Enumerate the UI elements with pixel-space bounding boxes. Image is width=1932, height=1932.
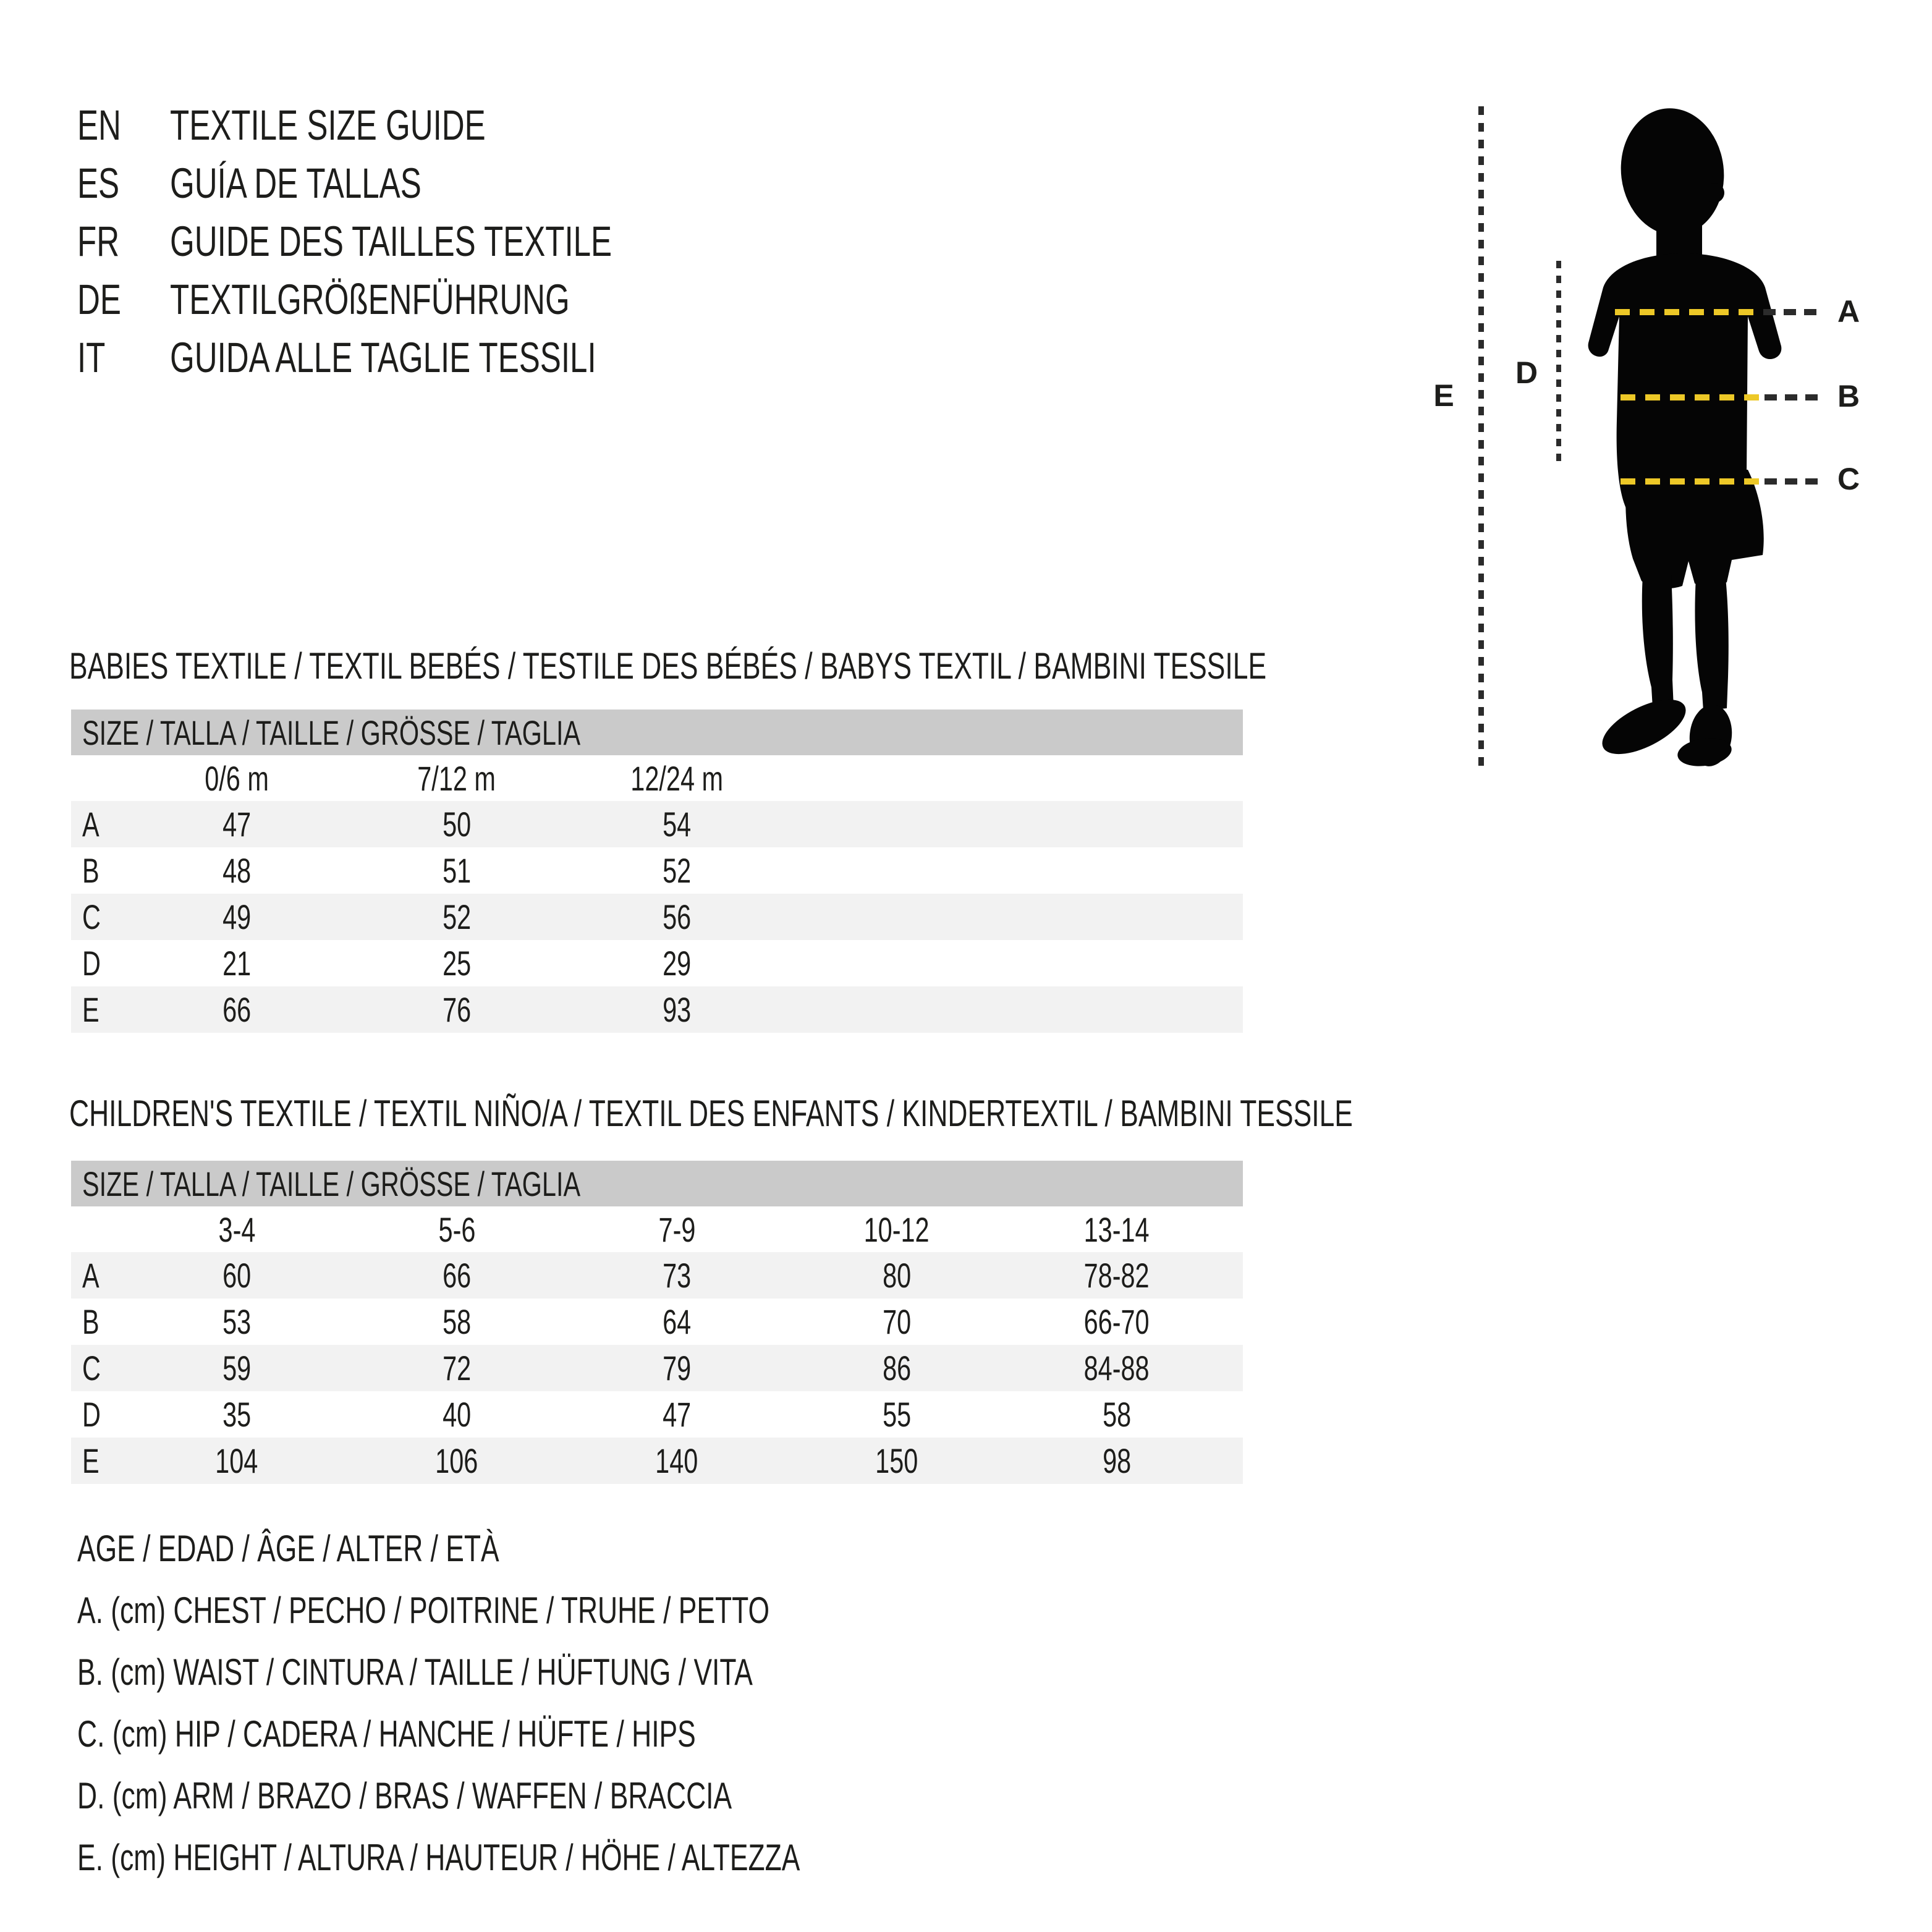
language-row-de [77,270,943,328]
table-row [71,986,1243,1033]
table-row [71,940,1243,986]
row-label: C [82,897,101,936]
size-cell: 104 [215,1441,258,1480]
waist-measure-dash-black [1765,394,1821,400]
size-cell: 86 [882,1349,912,1388]
size-cell: 70 [882,1302,912,1341]
size-cell: 29 [662,944,692,983]
table-row [71,847,1243,894]
language-label: GUÍA DE TALLAS [170,159,422,207]
children-size-header-band: SIZE / TALLA / TAILLE / GRÖSSE / TAGLIA [71,1161,1243,1206]
size-cell: 55 [882,1395,912,1434]
size-cell: 73 [662,1256,692,1295]
measure-label-c: C [1837,462,1860,496]
size-cell: 66 [222,990,252,1029]
children-section-title: CHILDREN'S TEXTILE / TEXTIL NIÑO/A / TEXTIL DES ENFANTS / KINDERTEXTIL / BAMBINI TESSILE [69,1093,1353,1134]
column-header: 5-6 [438,1210,475,1249]
size-cell: 54 [662,805,692,844]
row-label: D [82,1395,101,1434]
size-cell: 64 [662,1302,692,1341]
children-column-header-row [71,1206,1243,1252]
legend-line-chest: A. (cm) CHEST / PECHO / POITRINE / TRUHE / PETTO [77,1589,770,1631]
children-size-table [71,1161,1243,1484]
language-label: GUIDA ALLE TAGLIE TESSILI [170,333,596,381]
size-cell: 76 [442,990,472,1029]
language-row-fr [77,212,943,270]
size-cell: 58 [442,1302,472,1341]
legend-line-height: E. (cm) HEIGHT / ALTURA / HAUTEUR / HÖHE / ALTEZZA [77,1836,800,1878]
size-cell: 56 [662,897,692,936]
chest-measure-dash-black [1763,309,1820,315]
legend-line-waist: B. (cm) WAIST / CINTURA / TAILLE / HÜFTUNG / VITA [77,1651,753,1693]
hip-measure-dash-black [1765,478,1821,485]
size-cell: 52 [442,897,472,936]
column-header: 7-9 [658,1210,695,1249]
size-cell: 59 [222,1349,252,1388]
column-header: 3-4 [218,1210,255,1249]
column-header: 7/12 m [417,758,496,798]
measure-label-b: B [1837,379,1860,413]
size-cell: 35 [222,1395,252,1434]
table-row [71,801,1243,847]
table-row [71,1391,1243,1438]
babies-size-header-band: SIZE / TALLA / TAILLE / GRÖSSE / TAGLIA [71,710,1243,755]
size-cell: 47 [662,1395,692,1434]
row-label: D [82,944,101,983]
size-cell: 53 [222,1302,252,1341]
table-row [71,1438,1243,1484]
language-code: EN [77,101,121,149]
size-cell: 66-70 [1083,1302,1150,1341]
size-cell: 106 [435,1441,478,1480]
ear [1705,183,1724,203]
size-cell: 49 [222,897,252,936]
size-cell: 80 [882,1256,912,1295]
row-label: C [82,1349,101,1388]
size-cell: 58 [1102,1395,1132,1434]
language-title-list [77,96,943,386]
column-header: 0/6 m [205,758,269,798]
language-code: ES [77,159,120,207]
language-label: GUIDE DES TAILLES TEXTILE [170,217,612,265]
size-cell: 47 [222,805,252,844]
size-cell: 21 [222,944,252,983]
legend-line-hip: C. (cm) HIP / CADERA / HANCHE / HÜFTE / HIPS [77,1713,696,1755]
size-cell: 50 [442,805,472,844]
babies-section-title: BABIES TEXTILE / TEXTIL BEBÉS / TESTILE DES BÉBÉS / BABYS TEXTIL / BAMBINI TESSILE [69,645,1267,687]
size-cell: 52 [662,851,692,890]
row-label: A [82,1256,100,1295]
language-code: IT [77,333,106,381]
size-cell: 93 [662,990,692,1029]
row-label: B [82,1302,100,1341]
size-cell: 51 [442,851,472,890]
language-row-it [77,328,943,386]
table-row [71,1345,1243,1391]
arm-measure-line-d [1556,261,1561,468]
table-row [71,1252,1243,1299]
babies-column-header-row [71,755,1243,801]
size-cell: 60 [222,1256,252,1295]
hip-measure-dash-yellow [1621,478,1766,485]
chest-measure-dash-yellow [1615,309,1760,315]
size-cell: 25 [442,944,472,983]
language-row-es [77,154,943,212]
language-label: TEXTILE SIZE GUIDE [170,101,486,149]
size-cell: 78-82 [1083,1256,1150,1295]
legend-line-arm: D. (cm) ARM / BRAZO / BRAS / WAFFEN / BRACCIA [77,1774,732,1816]
size-cell: 84-88 [1083,1349,1150,1388]
size-cell: 66 [442,1256,472,1295]
row-label: A [82,805,100,844]
column-header: 13-14 [1083,1210,1150,1249]
size-cell: 98 [1102,1441,1132,1480]
row-label: E [82,1441,100,1480]
column-header: 10-12 [863,1210,930,1249]
size-cell: 150 [875,1441,918,1480]
language-code: DE [77,275,121,323]
row-label: E [82,990,100,1029]
babies-size-table [71,710,1243,1033]
language-row-en [77,96,943,154]
measure-label-e: E [1433,378,1454,413]
table-row [71,894,1243,940]
table-row [71,1299,1243,1345]
measure-label-a: A [1837,294,1860,329]
language-code: FR [77,217,120,265]
legend-line-age: AGE / EDAD / ÂGE / ALTER / ETÀ [77,1527,499,1569]
size-cell: 40 [442,1395,472,1434]
size-cell: 48 [222,851,252,890]
measurement-legend [77,1517,1128,1888]
size-cell: 72 [442,1349,472,1388]
size-cell: 79 [662,1349,692,1388]
waist-measure-dash-yellow [1621,394,1763,400]
language-label: TEXTILGRÖßENFÜHRUNG [170,275,570,323]
size-cell: 140 [655,1441,698,1480]
column-header: 12/24 m [630,758,723,798]
row-label: B [82,851,100,890]
measure-label-d: D [1515,355,1538,390]
